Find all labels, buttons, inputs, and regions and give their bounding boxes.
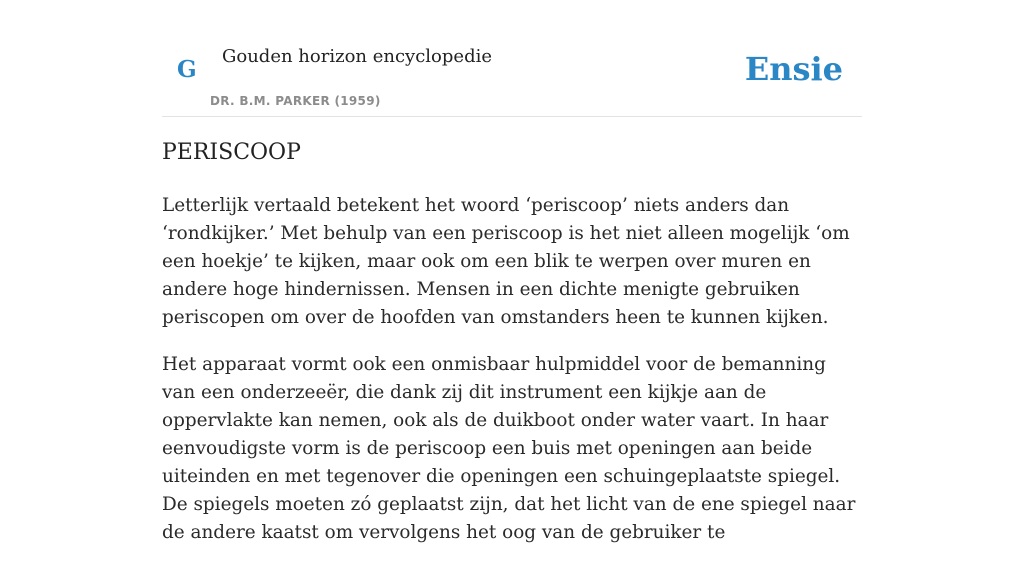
book-logo-icon[interactable]: G — [177, 56, 197, 83]
article-body — [162, 192, 862, 566]
paragraph-1: Letterlijk vertaald betekent het woord ‘periscoop’ niets anders dan ‘rondkijker.’ Met behulp van een periscoop is het niet alleen mogelijk ‘om een hoekje’ te kijken, maar ook om een blik te werpen over muren en andere hoge hindernissen. Mensen in een dichte menigte gebruiken periscopen om over de hoofden van omstanders heen te kunnen kijken. — [162, 195, 850, 328]
brand-logo[interactable]: Ensie — [744, 50, 843, 88]
book-title[interactable]: Gouden horizon encyclopedie — [222, 46, 492, 67]
article-page — [162, 0, 862, 543]
article-headword: PERISCOOP — [162, 140, 301, 165]
author-label: DR. B.M. PARKER (1959) — [210, 94, 381, 108]
paragraph-2: Het apparaat vormt ook een onmisbaar hulpmiddel voor de bemanning van een onderzeeër, die dank zij dit instrument een kijkje aan de oppervlakte kan nemen, ook als de duikboot onder water vaart. In haar eenvoudigste vorm is de periscoop een buis met openingen aan beide uiteinden en met tegenover die openingen een schuingeplaatste spiegel. De spiegels moeten zó geplaatst zijn, dat het licht van de ene spiegel naar de andere kaatst om vervolgens het oog van de gebruiker te — [162, 354, 856, 543]
header — [162, 0, 862, 117]
